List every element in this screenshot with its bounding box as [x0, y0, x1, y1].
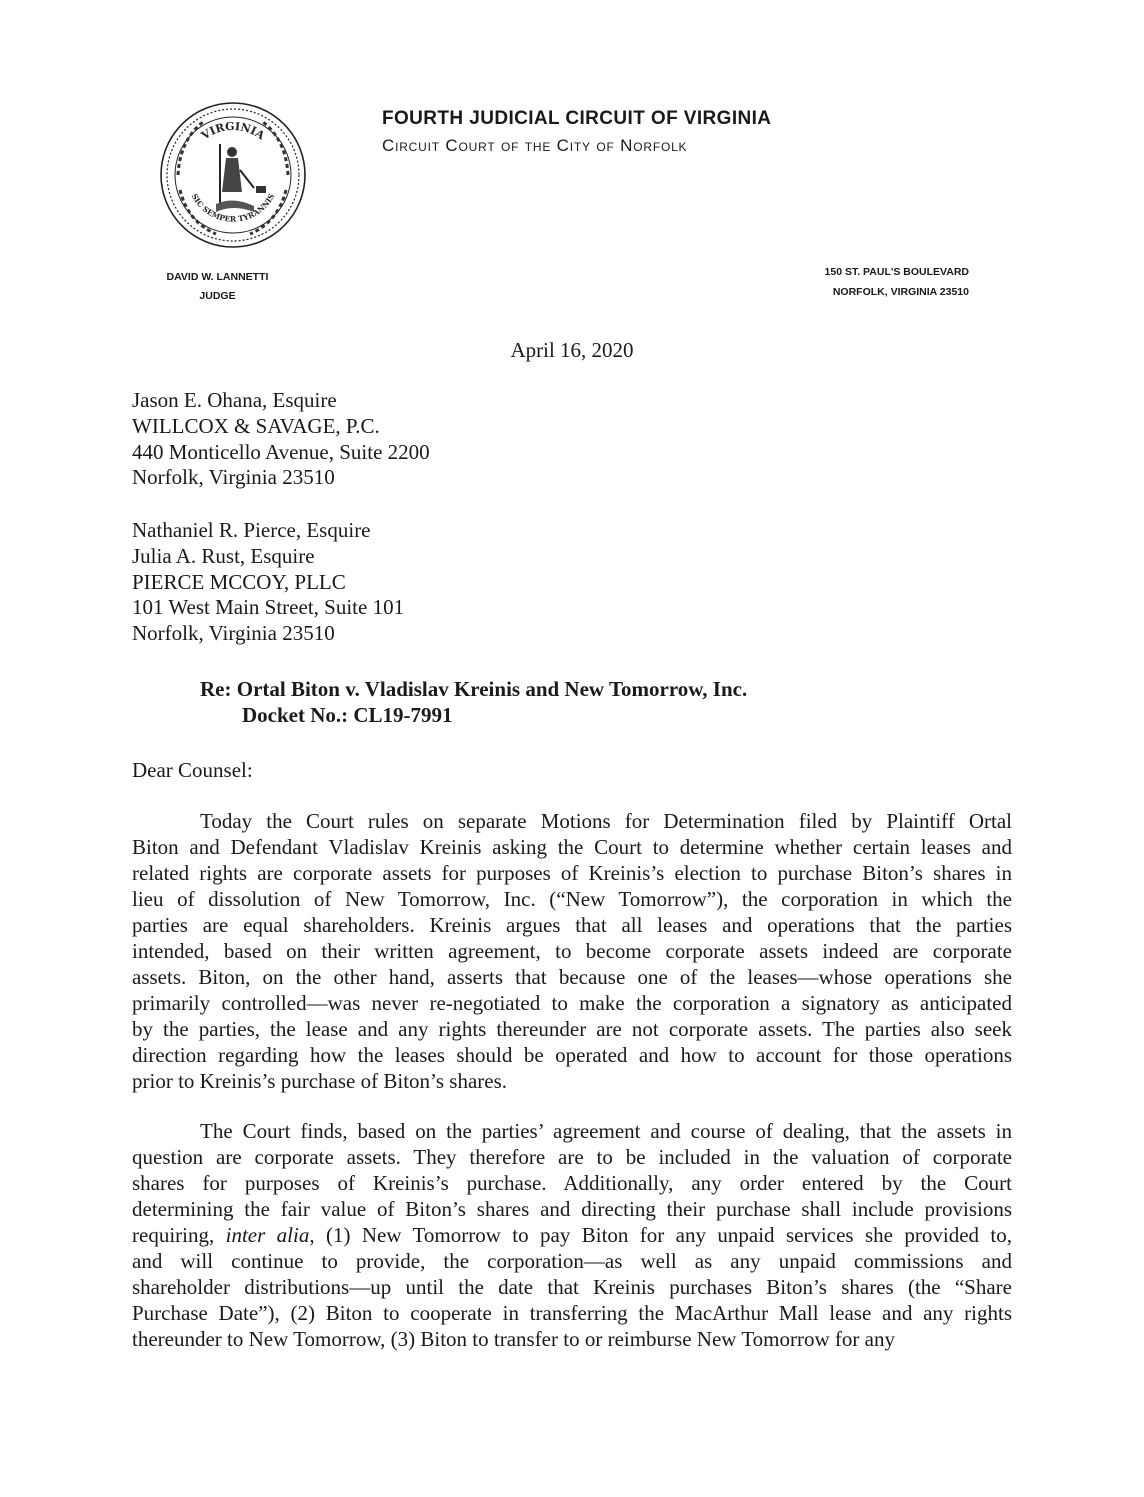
paragraph-line: Purchase Date”), (2) Biton to cooperate in transferring the MacArthur Mall lease and any rights — [132, 1301, 1012, 1325]
paragraph-line: Today the Court rules on separate Motions for Determination filed by Plaintiff Ortal — [200, 809, 1012, 833]
docket-number: Docket No.: CL19-7991 — [242, 703, 453, 727]
address-line2: NORFOLK, VIRGINIA 23510 — [832, 286, 969, 298]
body-paragraph-1 — [132, 808, 1012, 1094]
judge-block — [155, 268, 280, 306]
recipient-line: 440 Monticello Avenue, Suite 2200 — [132, 439, 430, 464]
svg-text:VIRGINIA — [198, 120, 267, 143]
recipient-line: Nathaniel R. Pierce, Esquire — [132, 518, 371, 542]
paragraph-line: shareholder distributions—up until the date that Kreinis purchases Biton’s shares (the “Share — [132, 1275, 1012, 1299]
judge-name: DAVID W. LANNETTI — [166, 271, 269, 283]
body-paragraph-2 — [132, 1118, 1012, 1352]
court-address — [825, 262, 969, 302]
paragraph-line: thereunder to New Tomorrow, (3) Biton to transfer to or reimburse New Tomorrow for any — [132, 1327, 895, 1351]
recipient-line: WILLCOX & SAVAGE, P.C. — [132, 413, 380, 438]
recipient-line: Norfolk, Virginia 23510 — [132, 465, 335, 490]
paragraph-line: determining the fair value of Biton’s shares and directing their purchase shall include provisions — [132, 1197, 1012, 1221]
court-subname: Circuit Court of the City of Norfolk — [382, 136, 688, 155]
paragraph-line: Biton and Defendant Vladislav Kreinis asking the Court to determine whether certain leases and — [132, 835, 1012, 859]
address-line1: 150 ST. PAUL'S BOULEVARD — [824, 266, 969, 278]
judge-title: JUDGE — [199, 290, 236, 302]
court-header — [382, 108, 982, 156]
recipient-line: 101 West Main Street, Suite 101 — [132, 595, 405, 620]
court-name: FOURTH JUDICIAL CIRCUIT OF VIRGINIA — [382, 108, 772, 129]
paragraph-line: parties are equal shareholders. Kreinis argues that all leases and operations that the parties — [132, 913, 1012, 937]
paragraph-line: assets. Biton, on the other hand, asserts that because one of the leases—whose operations she — [132, 965, 1012, 989]
recipient-line: Norfolk, Virginia 23510 — [132, 621, 335, 646]
italic-phrase: inter alia — [225, 1223, 310, 1247]
paragraph-text: , (1) New Tomorrow to pay Biton for any unpaid services she provided to, — [309, 1223, 1012, 1247]
paragraph-line: intended, based on their written agreement, to become corporate assets indeed are corporate — [132, 939, 1012, 963]
seal-top-text: VIRGINIA — [199, 119, 267, 143]
paragraph-line: lieu of dissolution of New Tomorrow, Inc. (“New Tomorrow”), the corporation in which the — [132, 887, 1012, 911]
paragraph-line: related rights are corporate assets for purposes of Kreinis’s election to purchase Biton’s shares in — [132, 861, 1012, 885]
re-line — [200, 676, 747, 728]
salutation: Dear Counsel: — [132, 758, 253, 782]
paragraph-text: requiring, — [132, 1223, 226, 1247]
paragraph-line: direction regarding how the leases should be operated and how to account for those operations — [132, 1043, 1012, 1067]
recipient-block-2 — [132, 518, 404, 647]
paragraph-line: The Court finds, based on the parties’ agreement and course of dealing, that the assets in — [200, 1119, 1012, 1143]
paragraph-line: shares for purposes of Kreinis’s purchase. Additionally, any order entered by the Court — [132, 1171, 1012, 1195]
case-caption: Re: Ortal Biton v. Vladislav Kreinis and New Tomorrow, Inc. — [200, 677, 748, 701]
recipient-line: PIERCE MCCOY, PLLC — [132, 569, 346, 594]
paragraph-line: prior to Kreinis’s purchase of Biton’s shares. — [132, 1069, 508, 1093]
seal-motto: SIC SEMPER TYRANNIS — [189, 192, 277, 224]
recipient-block-1 — [132, 388, 430, 491]
letter-date: April 16, 2020 — [510, 338, 634, 362]
recipient-line: Jason E. Ohana, Esquire — [132, 388, 337, 412]
paragraph-line: question are corporate assets. They therefore are to be included in the valuation of corporate — [132, 1145, 1012, 1169]
recipient-line: Julia A. Rust, Esquire — [132, 543, 315, 568]
paragraph-line — [132, 1223, 1012, 1247]
paragraph-line: and will continue to provide, the corporation—as well as any unpaid commissions and — [132, 1249, 1012, 1273]
paragraph-line: primarily controlled—was never re-negotiated to make the corporation a signatory as anticipated — [132, 991, 1012, 1015]
paragraph-line: by the parties, the lease and any rights thereunder are not corporate assets. The parties also seek — [132, 1017, 1012, 1041]
virginia-seal-icon — [158, 100, 308, 250]
